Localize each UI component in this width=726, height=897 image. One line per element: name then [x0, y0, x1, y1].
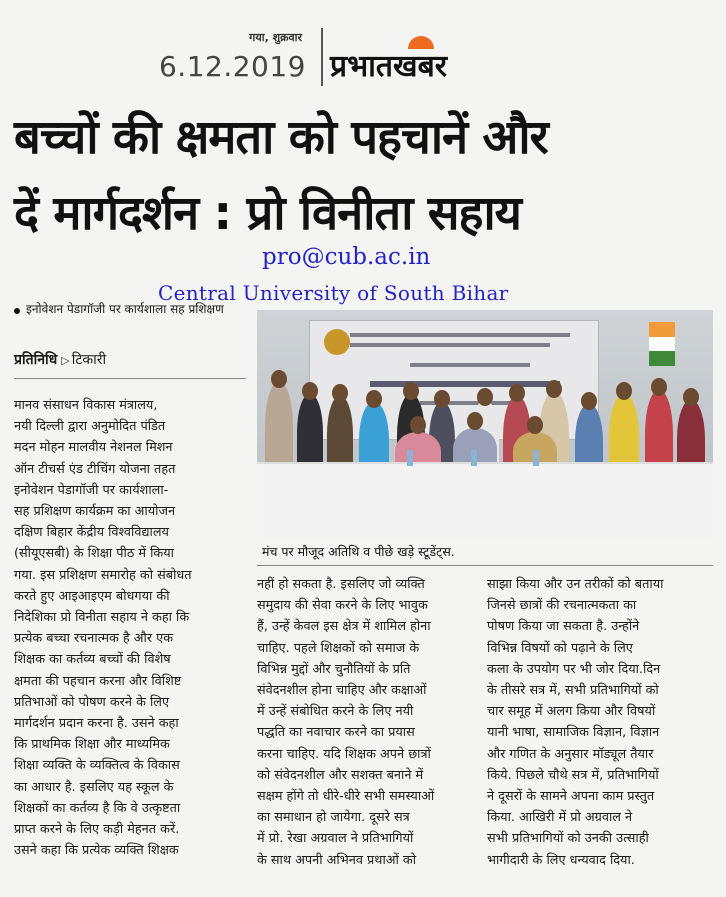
flag-icon	[649, 322, 675, 366]
column-3-line: कला के उपयोग पर भी जोर दिया.दिन	[487, 661, 661, 677]
byline-label: प्रतिनिधि	[14, 352, 58, 368]
caption-divider	[257, 565, 713, 566]
column-1-line: मदन मोहन मालवीय नेशनल मिशन	[14, 440, 173, 456]
column-1-line: क्षमता की पहचान करना और विशिष्ट	[14, 673, 182, 689]
byline-divider	[14, 378, 246, 379]
column-2-line: में प्रो. रेखा अग्रवाल ने प्रतिभागियों	[257, 831, 414, 847]
stage-table	[257, 462, 713, 538]
column-3-line: के तीसरे सत्र में, सभी प्रतिभागियों को	[487, 683, 659, 699]
column-2-line: विभिन्न मुद्दों और चुनौतियों के प्रति	[257, 661, 411, 677]
column-2-line: का समाधान हो जायेगा. दूसरे सत्र	[257, 810, 410, 826]
column-3-line: विभिन्न विषयों को पढ़ाने के लिए	[487, 640, 633, 656]
column-1-line: शिक्षक का कर्तव्य बच्चों की विशेष	[14, 652, 171, 668]
column-2-line: के साथ अपनी अभिनव प्रथाओं को	[257, 852, 417, 868]
contact-email: pro@cub.ac.in	[262, 244, 431, 270]
column-1-line: प्रतिभाओं को पोषण करने के लिए	[14, 694, 170, 710]
university-name: Central University of South Bihar	[158, 281, 509, 305]
headline-line-2: दें मार्गदर्शन : प्रो विनीता सहाय	[14, 186, 521, 241]
column-1-line: प्राप्त करने के लिए कड़ी मेहनत करें.	[14, 822, 180, 838]
column-1-line: शिक्षकों का कर्तव्य है कि वे उत्कृष्टता	[14, 800, 181, 816]
column-3-line: यानी भाषा, सामाजिक विज्ञान, विज्ञान	[487, 725, 660, 741]
event-photo	[257, 310, 713, 538]
column-1-line: गया. इस प्रशिक्षण समारोह को संबोधत	[14, 567, 192, 583]
triangle-icon: ▷	[61, 354, 70, 367]
column-2-line: संवेदनशील होना चाहिए और कक्षाओं	[257, 683, 427, 699]
column-1-line: सह प्रशिक्षण कार्यक्रम का आयोजन	[14, 504, 176, 520]
article-column-1	[14, 395, 246, 861]
column-1-line: इनोवेशन पेडागॉजी पर कार्यशाला-	[14, 482, 169, 498]
headline-line-1: बच्चों की क्षमता को पहचानें और	[14, 110, 548, 165]
column-1-line: निदेशिका प्रो विनीता सहाय ने कहा कि	[14, 610, 190, 626]
masthead-divider	[321, 28, 323, 86]
masthead-date: 6.12.2019	[158, 50, 306, 83]
column-1-line: मानव संसाधन विकास मंत्रालय,	[14, 398, 158, 413]
bullet-icon	[14, 308, 20, 314]
column-3-line: किये. पिछले चौथे सत्र में, प्रतिभागियों	[487, 767, 659, 783]
column-3-line: पोषण किया जा सकता है. उन्होंने	[487, 619, 640, 635]
column-3-line: जिनसे छात्रों की रचनात्मकता का	[487, 598, 637, 614]
column-3-line: और गणित के अनुसार मॉड्यूल तैयार	[487, 746, 654, 762]
column-3-line: किया. आखिरी में प्रो अग्रवाल ने	[487, 810, 633, 826]
photo-caption: मंच पर मौजूद अतिथि व पीछे खड़े स्टूडेंट्स.	[262, 544, 455, 559]
column-1-line: कि प्राथमिक शिक्षा और माध्यमिक	[14, 737, 170, 753]
newspaper-logo: प्रभातखबर	[330, 49, 447, 84]
masthead-dateline	[158, 22, 316, 92]
column-3-line: चार समूह में अलग किया और विषयों	[487, 704, 656, 720]
university-seal-icon	[324, 329, 350, 355]
column-3-line: साझा किया और उन तरीकों को बताया	[487, 577, 664, 592]
column-3-line: ने दूसरों के सामने अपना काम प्रस्तुत	[487, 789, 655, 805]
column-2-line: को संवेदनशील और सशक्त बनाने में	[257, 767, 424, 783]
column-2-line: नहीं हो सकता है. इसलिए जो व्यक्ति	[257, 577, 425, 592]
column-1-line: नयी दिल्ली द्वारा अनुमोदित पंडित	[14, 419, 166, 435]
column-2-line: में उन्हें संबोधित करने के लिए नयी	[257, 704, 414, 720]
column-2-line: चाहिए. पहले शिक्षकों को समाज के	[257, 640, 420, 656]
byline-place: टिकारी	[71, 352, 107, 368]
column-2-line: करना चाहिए. यदि शिक्षक अपने छात्रों	[257, 746, 431, 762]
subhead-text: इनोवेशन पेडागॉजी पर कार्यशाला सह प्रशिक्षण	[26, 302, 224, 316]
byline	[14, 350, 106, 369]
column-1-line: उसने कहा कि प्रत्येक व्यक्ति शिक्षक	[14, 843, 179, 859]
column-1-line: दक्षिण बिहार केंद्रीय विश्वविद्यालय	[14, 525, 169, 541]
column-2-line: समुदाय की सेवा करने के लिए भावुक	[257, 598, 428, 614]
column-1-line: (सीयूएसबी) के शिक्षा पीठ में किया	[14, 546, 174, 562]
column-1-line: प्रत्येक बच्चा रचनात्मक है और एक	[14, 631, 174, 647]
column-1-line: का आधार है. इसलिए यह स्कूल के	[14, 779, 174, 795]
masthead	[158, 22, 536, 92]
column-3-line: सभी प्रतिभागियों को उनकी उत्साही	[487, 831, 649, 847]
article-column-2	[257, 574, 477, 871]
column-2-line: पद्धति का नवाचार करने का प्रयास	[257, 725, 415, 741]
column-3-line: भागीदारी के लिए धन्यवाद दिया.	[487, 852, 635, 868]
article-column-3	[487, 574, 713, 871]
column-2-line: हैं, उन्हें केवल इस क्षेत्र में शामिल होना	[257, 619, 431, 635]
column-1-line: मार्गदर्शन प्रदान करना है. उसने कहा	[14, 716, 179, 732]
column-2-line: सक्षम होंगे तो धीरे-धीरे सभी समस्याओं	[257, 789, 435, 805]
masthead-city-day: गया, शुक्रवार	[249, 31, 302, 44]
column-1-line: करते हुए आइआइएम बोधगया की	[14, 588, 170, 604]
column-1-line: ऑन टीचर्स एंड टीचिंग योजना तहत	[14, 461, 176, 477]
column-1-line: शिक्षा व्यक्ति के व्यक्तित्व के विकास	[14, 758, 180, 774]
